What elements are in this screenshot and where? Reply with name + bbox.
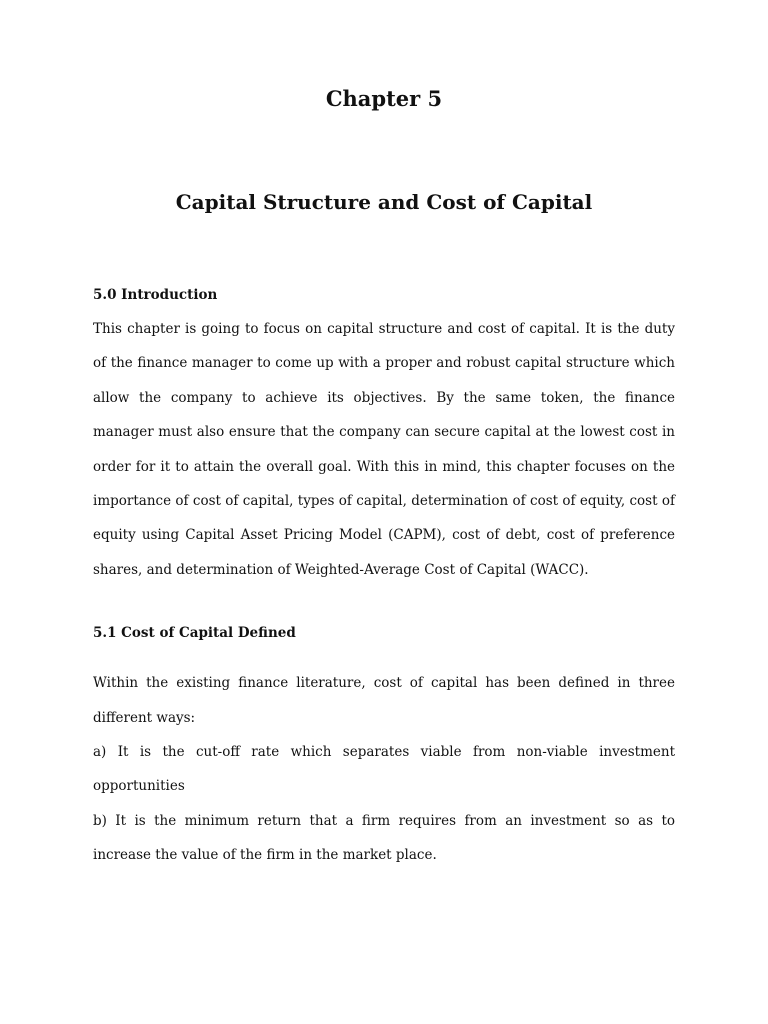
list-item-b: b) It is the minimum return that a firm requires from an investment so as to increase the value of the firm in the market place. [93,812,675,864]
body-content [93,281,675,873]
chapter-title: Capital Structure and Cost of Capital [175,190,593,214]
list-item-a: a) It is the cut-off rate which separates viable from non-viable investment opportunities [93,744,675,795]
section-cost-of-capital-defined [93,619,675,872]
section-introduction [93,281,675,587]
paragraph: Within the existing finance literature, cost of capital has been defined in three different ways: [93,675,675,726]
section-heading: 5.0 Introduction [93,287,218,303]
chapter-label: Chapter 5 [325,86,443,111]
paragraph: This chapter is going to focus on capital structure and cost of capital. It is the duty of the finance manager to come up with a proper and robust capital structure which allow the company to achieve its objectives. By the same token, the finance manager must also ensure that the company can secure capital at the lowest cost in order for it to attain the overall goal. With this in mind, this chapter focuses on the importance of cost of capital, types of capital, determination of cost of equity, cost of equity using Capital Asset Pricing Model (CAPM), cost of debt, cost of preference shares, and determination of Weighted-Average Cost of Capital (WACC). [93,321,675,578]
section-heading: 5.1 Cost of Capital Defined [93,625,296,642]
